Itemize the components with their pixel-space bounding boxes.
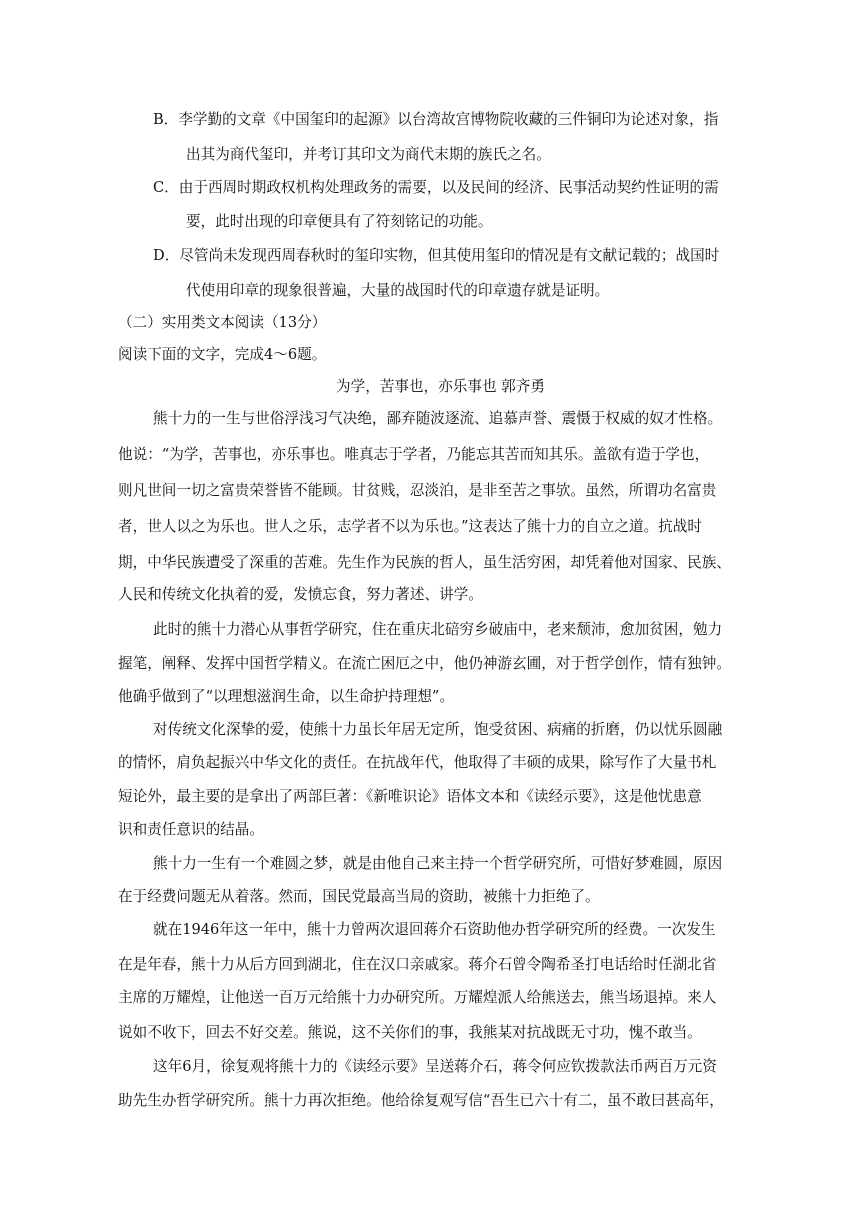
- paragraph-4-line: 熊十力一生有一个难圆之梦，就是由他自己来主持一个哲学研究所，可惜好梦难圆，原因: [153, 855, 723, 872]
- paragraph-2-line: 此时的熊十力潜心从事哲学研究，住在重庆北碚穷乡破庙中，老来颓沛，愈加贫困，勉力: [153, 621, 723, 638]
- option-c-line-1: C．由于西周时期政权机构处理政务的需要，以及民间的经济、民事活动契约性证明的需: [153, 179, 719, 196]
- paragraph-3-line: 识和责任意识的结晶。: [118, 821, 264, 838]
- paragraph-1-line: 则凡世间一切之富贵荣誉皆不能顾。甘贫贱，忍淡泊，是非至苦之事欤。虽然，所谓功名富贵: [118, 482, 717, 499]
- paragraph-3-line: 的情怀，肩负起振兴中华文化的责任。在抗战年代，他取得了丰硕的成果，除写作了大量书札: [118, 754, 717, 771]
- paragraph-1-line: 人民和传统文化执着的爱，发愤忘食，努力著述、讲学。: [118, 586, 483, 603]
- paragraph-5-line: 说如不收下，回去不好交差。熊说，这不关你们的事，我熊某对抗战既无寸功，愧不敢当。: [118, 1024, 702, 1041]
- paragraph-5-line: 就在1946年这一年中，熊十力曾两次退回蒋介石资助他办哲学研究所的经费。一次发生: [153, 921, 716, 938]
- option-d-line-2: 代使用印章的现象很普遍，大量的战国时代的印章遗存就是证明。: [186, 282, 610, 299]
- paragraph-5-line: 主席的万耀煌，让他送一百万元给熊十力办研究所。万耀煌派人给熊送去，熊当场退掉。来人: [118, 989, 717, 1006]
- paragraph-2-line: 他确乎做到了“以理想滋润生命，以生命护持理想”。: [118, 688, 454, 705]
- option-b-line-2: 出其为商代玺印，并考订其印文为商代末期的族氏之名。: [186, 146, 551, 163]
- option-c-line-2: 要，此时出现的印章便具有了符刻铭记的功能。: [186, 213, 493, 230]
- option-b-line-1: B．李学勤的文章《中国玺印的起源》以台湾故宫博物院收藏的三件铜印为论述对象，指: [153, 111, 719, 128]
- section-instruction: 阅读下面的文字，完成4～6题。: [118, 346, 327, 363]
- article-title: 为学，苦事也，亦乐事也 郭齐勇: [336, 378, 545, 395]
- paragraph-1-line: 期，中华民族遭受了深重的苦难。先生作为民族的哲人，虽生活穷困，却凭着他对国家、民族、: [118, 554, 731, 571]
- paragraph-1-line: 者，世人以之为乐也。世人之乐，志学者不以为乐也。”这表达了熊十力的自立之道。抗战时: [118, 518, 702, 535]
- paragraph-1-line: 熊十力的一生与世俗浮浅习气决绝，鄙弃随波逐流、追慕声誉、震慑于权威的奴才性格。: [153, 410, 723, 427]
- option-d-line-1: D．尽管尚未发现西周春秋时的玺印实物，但其使用玺印的情况是有文献记载的；战国时: [153, 247, 720, 264]
- paragraph-2-line: 握笔，阐释、发挥中国哲学精义。在流亡困厄之中，他仍神游玄圃，对于哲学创作，情有独钟。: [118, 655, 731, 672]
- paragraph-6-line: 助先生办哲学研究所。熊十力再次拒绝。他给徐复观写信“吾生已六十有二，虽不敢曰甚高年，: [118, 1092, 724, 1109]
- paragraph-1-line: 他说：“为学，苦事也，亦乐事也。唯真志于学者，乃能忘其苦而知其乐。盖欲有造于学也，: [118, 446, 710, 463]
- paragraph-3-line: 对传统文化深挚的爱，使熊十力虽长年居无定所，饱受贫困、病痛的折磨，仍以忧乐圆融: [153, 721, 723, 738]
- section-heading: （二）实用类文本阅读（13分）: [118, 314, 327, 331]
- paragraph-5-line: 在是年春，熊十力从后方回到湖北，住在汉口亲戚家。蒋介石曾令陶希圣打电话给时任湖北省: [118, 956, 717, 973]
- paragraph-3-line: 短论外，最主要的是拿出了两部巨著：《新唯识论》语体文本和《读经示要》，这是他忧患意: [118, 788, 702, 805]
- paragraph-4-line: 在于经费问题无从着落。然而，国民党最高当局的资助，被熊十力拒绝了。: [118, 888, 600, 905]
- paragraph-6-line: 这年6月，徐复观将熊十力的《读经示要》呈送蒋介石，蒋令何应钦拨款法币两百万元资: [153, 1058, 717, 1075]
